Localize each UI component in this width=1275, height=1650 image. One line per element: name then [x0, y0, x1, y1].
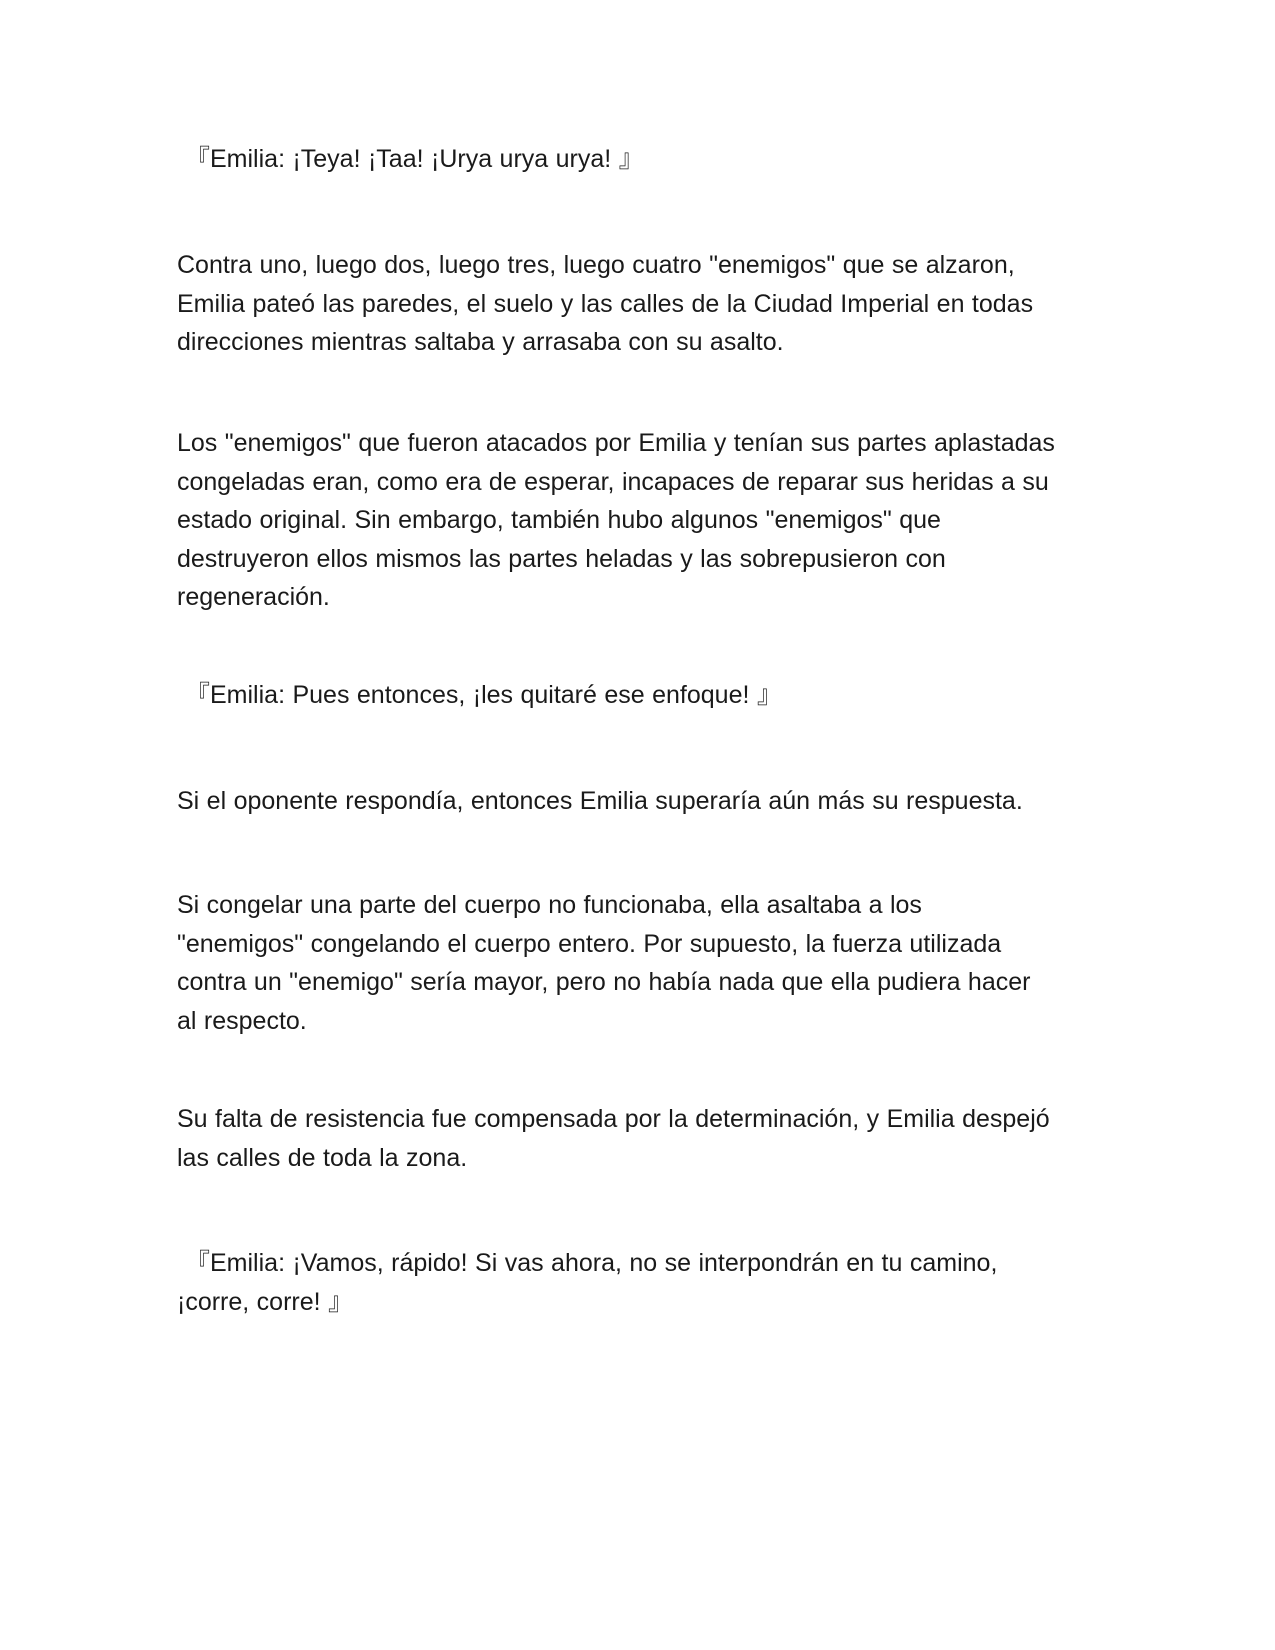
- text-line: congeladas eran, como era de esperar, incapaces de reparar sus heridas a su: [177, 467, 1049, 496]
- narration-paragraph: [177, 246, 1117, 362]
- text-line: estado original. Sin embargo, también hubo algunos "enemigos" que: [177, 506, 941, 534]
- text-line: al respecto.: [177, 1006, 307, 1035]
- text-line: Los "enemigos" que fueron atacados por Emilia y tenían sus partes aplastadas: [177, 429, 1055, 457]
- dialogue-paragraph: [185, 140, 1125, 179]
- text-line: 『Emilia: ¡Teya! ¡Taa! ¡Urya urya urya! 』: [185, 145, 644, 173]
- narration-paragraph: [177, 782, 1117, 821]
- text-line: contra un "enemigo" sería mayor, pero no había nada que ella pudiera hacer: [177, 968, 1031, 996]
- narration-paragraph: [177, 1100, 1117, 1177]
- text-line: "enemigos" congelando el cuerpo entero. Por supuesto, la fuerza utilizada: [177, 929, 1002, 958]
- narration-paragraph: [177, 424, 1117, 617]
- text-line: 『Emilia: ¡Vamos, rápido! Si vas ahora, no se interpondrán en tu camino,: [185, 1249, 998, 1277]
- text-line: destruyeron ellos mismos las partes heladas y las sobrepusieron con: [177, 544, 946, 573]
- text-line: regeneración.: [177, 583, 330, 611]
- text-line: Si el oponente respondía, entonces Emilia superaría aún más su respuesta.: [177, 787, 1023, 815]
- text-line: las calles de toda la zona.: [177, 1143, 468, 1172]
- dialogue-paragraph: [177, 1244, 1125, 1321]
- text-line: direcciones mientras saltaba y arrasaba con su asalto.: [177, 328, 784, 356]
- text-line: ¡corre, corre! 』: [177, 1287, 354, 1316]
- dialogue-paragraph: [185, 676, 1125, 715]
- text-line: Su falta de resistencia fue compensada por la determinación, y Emilia despejó: [177, 1105, 1050, 1133]
- text-line: Contra uno, luego dos, luego tres, luego cuatro "enemigos" que se alzaron,: [177, 251, 1015, 279]
- text-line: Si congelar una parte del cuerpo no funcionaba, ella asaltaba a los: [177, 891, 922, 919]
- text-line: 『Emilia: Pues entonces, ¡les quitaré ese enfoque! 』: [185, 681, 782, 709]
- text-line: Emilia pateó las paredes, el suelo y las calles de la Ciudad Imperial en todas: [177, 289, 1034, 318]
- narration-paragraph: [177, 886, 1117, 1040]
